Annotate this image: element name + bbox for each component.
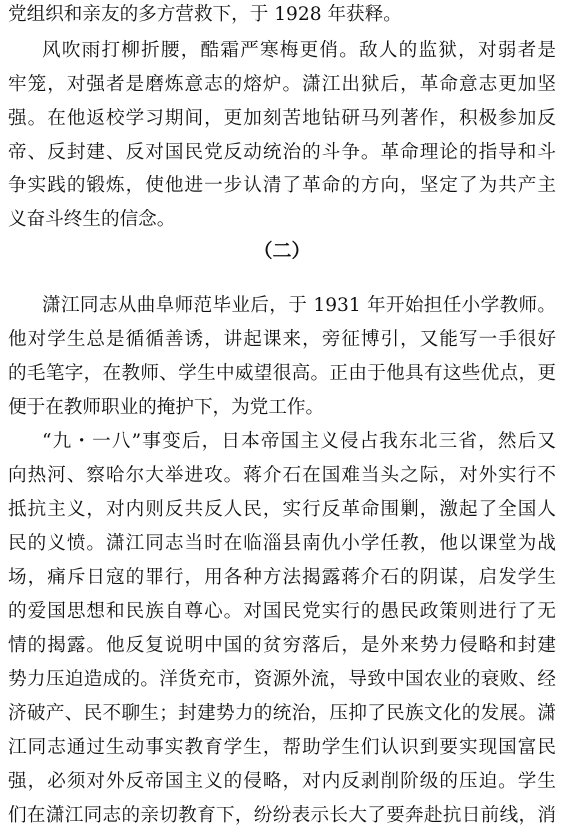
section-heading: （二） (253, 240, 311, 262)
text-line: 强。在他返校学习期间，更加刻苦地钻研马列著作，积极参加反 (8, 108, 556, 129)
text-line: 牢笼，对强者是磨炼意志的熔炉。潇江出狱后，革命意志更加坚 (8, 74, 556, 95)
text-line: 向热河、察哈尔大举进攻。蒋介石在国难当头之际，对外实行不 (8, 465, 556, 486)
text-line: 的爱国思想和民族自尊心。对国民党实行的愚民政策则进行了无 (8, 601, 556, 622)
text-line: 潇江同志从曲阜师范毕业后，于 1931 年开始担任小学教师。 (42, 295, 556, 316)
text-line: 他对学生总是循循善诱，讲起课来，旁征博引，又能写一手很好 (8, 329, 556, 350)
text-line: “九・一八”事变后，日本帝国主义侵占我东北三省，然后又 (42, 431, 556, 452)
text-line: 江同志通过生动事实教育学生，帮助学生们认识到要实现国富民 (8, 737, 556, 758)
text-line: 的毛笔字，在教师、学生中威望很高。正由于他具有这些优点，更 (8, 363, 556, 384)
text-line: 便于在教师职业的掩护下，为党工作。 (8, 397, 325, 418)
text-line: 民的义愤。潇江同志当时在临淄县南仇小学任教，他以课堂为战 (8, 533, 556, 554)
text-line: 强，必须对外反帝国主义的侵略，对内反剥削阶级的压迫。学生 (8, 771, 556, 792)
text-line: 抵抗主义，对内则反共反人民，实行反革命围剿，激起了全国人 (8, 499, 556, 520)
text-line: 党组织和亲友的多方营救下，于 1928 年获释。 (8, 4, 402, 25)
text-line: 们在潇江同志的亲切教育下，纷纷表示长大了要奔赴抗日前线，消 (8, 805, 556, 826)
text-line: 义奋斗终生的信念。 (8, 209, 176, 230)
text-line: 济破产、民不聊生；封建势力的统治，压抑了民族文化的发展。潇 (8, 703, 556, 724)
text-line: 情的揭露。他反复说明中国的贫穷落后，是外来势力侵略和封建 (8, 635, 556, 656)
text-line: 势力压迫造成的。洋货充市，资源外流，导致中国农业的衰败、经 (8, 669, 556, 690)
text-line: 风吹雨打柳折腰，酷霜严寒梅更俏。敌人的监狱，对弱者是 (42, 40, 556, 61)
text-line: 帝、反封建、反对国民党反动统治的斗争。革命理论的指导和斗 (8, 142, 556, 163)
text-line: 场，痛斥日寇的罪行，用各种方法揭露蒋介石的阴谋，启发学生 (8, 567, 556, 588)
text-line: 争实践的锻炼，使他进一步认清了革命的方向，坚定了为共产主 (8, 175, 556, 196)
